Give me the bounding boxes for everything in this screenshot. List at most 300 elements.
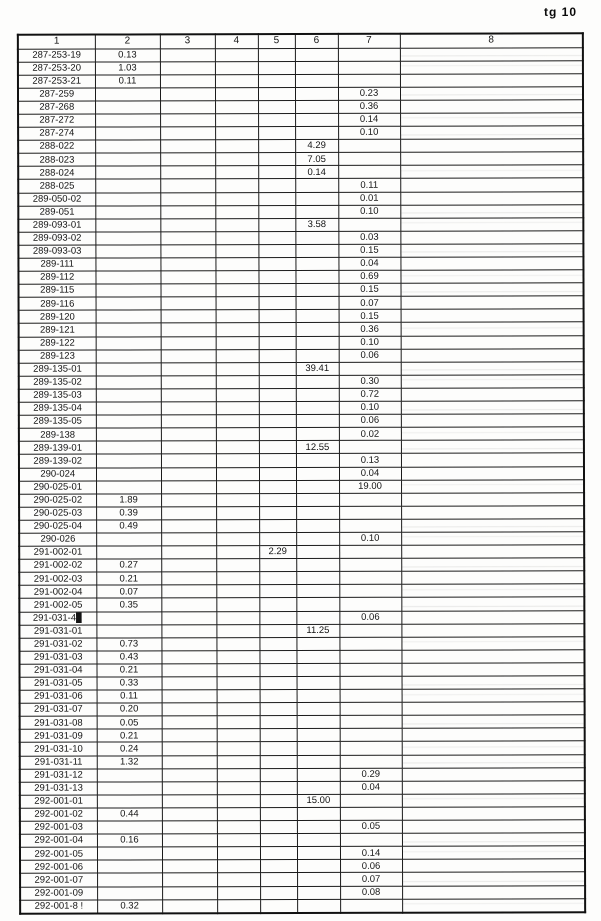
row-id-cell: 288-025 [18, 179, 95, 192]
value-cell [161, 651, 216, 664]
value-cell [339, 637, 401, 650]
value-cell [260, 847, 297, 860]
value-cell: 0.06 [339, 414, 401, 427]
value-cell [161, 362, 216, 375]
value-cell [259, 375, 296, 388]
value-cell [258, 100, 295, 113]
value-cell [402, 728, 585, 742]
row-id-cell: 289-139-02 [19, 454, 96, 467]
value-cell [297, 729, 340, 742]
value-cell: 0.21 [97, 729, 162, 742]
value-cell: 0.27 [96, 559, 161, 572]
value-cell [160, 101, 215, 114]
value-cell [296, 467, 339, 480]
value-cell [400, 100, 583, 114]
value-cell [296, 310, 339, 323]
value-cell [160, 271, 215, 284]
value-cell [401, 466, 584, 480]
value-cell [402, 781, 585, 795]
value-cell [259, 362, 296, 375]
value-cell [258, 192, 295, 205]
value-cell [162, 808, 217, 821]
value-cell [216, 323, 259, 336]
value-cell [162, 847, 217, 860]
value-cell [258, 231, 295, 244]
value-cell [217, 873, 260, 886]
value-cell [402, 754, 585, 768]
value-cell [401, 375, 584, 389]
value-cell [338, 152, 400, 165]
row-id-cell: 287-274 [18, 127, 95, 140]
value-cell: 0.23 [338, 87, 400, 100]
value-cell [296, 506, 339, 519]
row-id-cell: 292-001-06 [20, 860, 97, 873]
value-cell [217, 847, 260, 860]
value-cell [259, 585, 296, 598]
value-cell: 0.36 [339, 323, 401, 336]
value-cell [216, 349, 259, 362]
value-cell [260, 886, 297, 899]
value-cell [400, 126, 583, 140]
value-cell [260, 860, 297, 873]
value-cell [339, 519, 401, 532]
value-cell [401, 597, 584, 611]
value-cell [295, 126, 338, 139]
value-cell: 0.14 [295, 166, 338, 179]
value-cell [401, 519, 584, 533]
value-cell [340, 755, 402, 768]
value-cell [161, 389, 216, 402]
value-cell [96, 624, 161, 637]
value-cell [258, 140, 295, 153]
value-cell [402, 741, 585, 755]
value-cell [259, 532, 296, 545]
value-cell: 0.13 [95, 48, 160, 61]
row-id-cell: 289-050-02 [18, 193, 95, 206]
value-cell [402, 767, 585, 781]
value-cell [339, 441, 401, 454]
value-cell [161, 559, 216, 572]
value-cell [258, 271, 295, 284]
value-cell [161, 297, 216, 310]
value-cell: 0.05 [97, 716, 162, 729]
value-cell [161, 664, 216, 677]
value-cell [258, 127, 295, 140]
value-cell [296, 323, 339, 336]
row-id-cell: 289-135-02 [19, 376, 96, 389]
value-cell [401, 532, 584, 546]
value-cell [401, 335, 584, 349]
value-cell [96, 546, 161, 559]
value-cell: 19.00 [339, 480, 401, 493]
value-cell [95, 258, 160, 271]
value-cell [161, 349, 216, 362]
value-cell [216, 480, 259, 493]
value-cell [95, 219, 160, 232]
value-cell [162, 755, 217, 768]
value-cell [95, 205, 160, 218]
value-cell [95, 114, 160, 127]
value-cell [97, 821, 162, 834]
column-header: 5 [258, 34, 295, 48]
value-cell [162, 729, 217, 742]
value-cell [260, 781, 297, 794]
value-cell [217, 834, 260, 847]
row-id-cell: 292-001-09 [20, 887, 97, 900]
value-cell [402, 676, 585, 690]
column-header: 7 [338, 34, 400, 48]
value-cell [215, 100, 258, 113]
value-cell: 0.10 [338, 126, 400, 139]
value-cell: 2.29 [259, 546, 296, 559]
row-id-cell: 287-259 [18, 88, 95, 101]
value-cell [216, 572, 259, 585]
row-id-cell: 288-022 [18, 140, 95, 153]
value-cell [400, 60, 583, 74]
value-cell [161, 520, 216, 533]
value-cell [162, 834, 217, 847]
value-cell [339, 624, 401, 637]
value-cell: 12.55 [296, 441, 339, 454]
value-cell [339, 585, 401, 598]
value-cell [400, 231, 583, 245]
value-cell [160, 48, 215, 61]
value-cell [259, 323, 296, 336]
value-cell [339, 558, 401, 571]
value-cell [296, 663, 339, 676]
value-cell [340, 899, 402, 913]
value-cell [162, 873, 217, 886]
row-id-cell: 292-001-02 [20, 808, 97, 821]
value-cell [259, 480, 296, 493]
row-id-cell: 292-001-05 [20, 847, 97, 860]
value-cell: 0.10 [339, 401, 401, 414]
value-cell: 1.03 [95, 61, 160, 74]
value-cell: 0.43 [96, 651, 161, 664]
value-cell [216, 559, 259, 572]
value-cell [296, 480, 339, 493]
value-cell [162, 677, 217, 690]
value-cell [215, 127, 258, 140]
value-cell [401, 440, 584, 454]
value-cell [216, 441, 259, 454]
value-cell: 0.29 [340, 768, 402, 781]
value-cell [160, 61, 215, 74]
value-cell [258, 87, 295, 100]
value-cell [401, 623, 584, 637]
data-table-container [17, 32, 584, 914]
value-cell [295, 205, 338, 218]
value-cell [402, 715, 585, 729]
value-cell [402, 794, 585, 808]
value-cell [259, 310, 296, 323]
row-id-cell: 287-253-20 [18, 62, 95, 75]
value-cell [295, 192, 338, 205]
value-cell [401, 296, 584, 310]
value-cell [297, 689, 340, 702]
value-cell [401, 283, 584, 297]
value-cell [97, 795, 162, 808]
row-id-cell: 291-031-11 [20, 756, 97, 769]
value-cell [217, 886, 260, 899]
value-cell [400, 204, 583, 218]
value-cell [217, 781, 260, 794]
value-cell [96, 350, 161, 363]
value-cell: 0.11 [338, 179, 400, 192]
value-cell [216, 493, 259, 506]
value-cell [95, 245, 160, 258]
value-cell: 0.39 [96, 507, 161, 520]
value-cell [401, 610, 584, 624]
value-cell: 0.10 [338, 205, 400, 218]
value-cell [160, 166, 215, 179]
value-cell [402, 820, 585, 834]
value-cell [95, 271, 160, 284]
value-cell [296, 493, 339, 506]
value-cell [217, 899, 260, 913]
value-cell [401, 453, 584, 467]
value-cell: 0.03 [338, 231, 400, 244]
value-cell: 0.01 [338, 192, 400, 205]
value-cell [295, 100, 338, 113]
value-cell [217, 742, 260, 755]
value-cell [258, 244, 295, 257]
value-cell [296, 349, 339, 362]
value-cell [338, 139, 400, 152]
value-cell [296, 637, 339, 650]
value-cell [215, 166, 258, 179]
value-cell [296, 454, 339, 467]
value-cell [339, 545, 401, 558]
value-cell [217, 729, 260, 742]
value-cell: 0.15 [339, 310, 401, 323]
value-cell [216, 637, 259, 650]
value-cell [162, 821, 217, 834]
value-cell [297, 768, 340, 781]
value-cell [297, 873, 340, 886]
row-id-cell: 291-002-05 [19, 598, 96, 611]
row-id-cell: 287-253-19 [18, 49, 95, 62]
value-cell [296, 375, 339, 388]
value-cell [216, 546, 259, 559]
value-cell [96, 533, 161, 546]
value-cell [216, 362, 259, 375]
value-cell: 0.32 [97, 899, 162, 913]
value-cell: 0.11 [95, 75, 160, 88]
value-cell [216, 336, 259, 349]
value-cell [401, 492, 584, 506]
value-cell [215, 87, 258, 100]
value-cell [338, 74, 400, 87]
value-cell: 0.08 [340, 886, 402, 899]
value-cell [339, 362, 401, 375]
value-cell [296, 388, 339, 401]
column-header: 2 [95, 34, 160, 48]
value-cell [297, 755, 340, 768]
value-cell [96, 363, 161, 376]
value-cell: 0.16 [97, 834, 162, 847]
row-id-cell: 292-001-01 [20, 795, 97, 808]
value-cell [339, 506, 401, 519]
value-cell [401, 584, 584, 598]
value-cell [160, 114, 215, 127]
value-cell [160, 179, 215, 192]
value-cell: 0.21 [96, 664, 161, 677]
value-cell [216, 611, 259, 624]
value-cell [339, 493, 401, 506]
value-cell [215, 271, 258, 284]
value-cell [95, 232, 160, 245]
value-cell [296, 519, 339, 532]
value-cell [161, 323, 216, 336]
value-cell [217, 690, 260, 703]
value-cell [260, 742, 297, 755]
value-cell: 0.13 [339, 454, 401, 467]
value-cell [401, 650, 584, 664]
value-cell [258, 205, 295, 218]
value-cell [259, 284, 296, 297]
value-cell [216, 310, 259, 323]
value-cell [339, 571, 401, 584]
value-cell: 0.04 [338, 257, 400, 270]
value-cell [161, 376, 216, 389]
value-cell [161, 467, 216, 480]
row-id-cell: 291-031-03 [19, 651, 96, 664]
value-cell [401, 636, 584, 650]
value-cell [216, 402, 259, 415]
row-id-cell: 289-112 [18, 271, 95, 284]
value-cell: 0.04 [339, 467, 401, 480]
row-id-cell: 292-001-03 [20, 821, 97, 834]
row-id-cell: 290-025-03 [19, 507, 96, 520]
value-cell [340, 742, 402, 755]
value-cell [260, 677, 297, 690]
value-cell [217, 755, 260, 768]
value-cell [260, 873, 297, 886]
header-row [18, 33, 583, 48]
value-cell [217, 860, 260, 873]
value-cell: 39.41 [296, 362, 339, 375]
value-cell: 7.05 [295, 153, 338, 166]
value-cell [217, 794, 260, 807]
value-cell [340, 729, 402, 742]
value-cell [295, 61, 338, 74]
value-cell [259, 441, 296, 454]
value-cell [401, 362, 584, 376]
value-cell [160, 74, 215, 87]
value-cell [160, 218, 215, 231]
value-cell [259, 611, 296, 624]
row-id-cell: 287-268 [18, 101, 95, 114]
value-cell [160, 205, 215, 218]
value-cell [260, 768, 297, 781]
value-cell [96, 376, 161, 389]
value-cell [297, 716, 340, 729]
value-cell [258, 74, 295, 87]
value-cell [258, 61, 295, 74]
value-cell [297, 847, 340, 860]
row-id-cell: 289-116 [19, 297, 96, 310]
row-id-cell: 289-121 [19, 324, 96, 337]
row-id-cell: 291-031-09 [20, 729, 97, 742]
value-cell [400, 113, 583, 127]
value-cell [97, 769, 162, 782]
value-cell: 3.58 [295, 218, 338, 231]
row-id-cell: 292-001-07 [20, 873, 97, 886]
value-cell [161, 637, 216, 650]
row-id-cell: 289-115 [19, 284, 96, 297]
value-cell [160, 127, 215, 140]
value-cell [162, 768, 217, 781]
value-cell [259, 454, 296, 467]
value-cell: 0.69 [338, 270, 400, 283]
value-cell [401, 571, 584, 585]
value-cell [340, 794, 402, 807]
row-id-cell: 289-122 [19, 337, 96, 350]
value-cell [297, 676, 340, 689]
value-cell [401, 348, 584, 362]
value-cell [297, 820, 340, 833]
value-cell [259, 637, 296, 650]
value-cell [340, 676, 402, 689]
value-cell [97, 847, 162, 860]
value-cell [96, 310, 161, 323]
value-cell [295, 257, 338, 270]
row-id-cell: 289-093-03 [18, 245, 95, 258]
value-cell [160, 88, 215, 101]
row-id-cell: 289-138 [19, 428, 96, 441]
value-cell [215, 192, 258, 205]
value-cell [296, 415, 339, 428]
value-cell [297, 742, 340, 755]
row-id-cell: 291-031-07 [20, 703, 97, 716]
value-cell [340, 807, 402, 820]
value-cell: 0.02 [339, 427, 401, 440]
value-cell [96, 415, 161, 428]
value-cell: 0.14 [338, 113, 400, 126]
value-cell: 0.11 [97, 690, 162, 703]
value-cell: 0.15 [339, 283, 401, 296]
value-cell [216, 467, 259, 480]
value-cell [258, 218, 295, 231]
column-header: 8 [400, 33, 583, 47]
value-cell [161, 572, 216, 585]
value-cell [96, 323, 161, 336]
value-cell [260, 755, 297, 768]
column-header: 6 [295, 34, 338, 48]
value-cell [96, 467, 161, 480]
value-cell [162, 886, 217, 899]
value-cell [259, 598, 296, 611]
value-cell [217, 677, 260, 690]
value-cell [160, 232, 215, 245]
value-cell [260, 834, 297, 847]
row-id-cell: 291-002-02 [19, 559, 96, 572]
value-cell [216, 624, 259, 637]
value-cell: 0.10 [339, 336, 401, 349]
value-cell [96, 441, 161, 454]
column-header: 1 [18, 35, 95, 49]
value-cell [259, 415, 296, 428]
row-id-cell: 291-031-10 [20, 743, 97, 756]
value-cell [259, 493, 296, 506]
value-cell [296, 598, 339, 611]
value-cell: 0.07 [96, 585, 161, 598]
value-cell [401, 401, 584, 415]
value-cell [162, 795, 217, 808]
value-cell [215, 218, 258, 231]
value-cell [402, 898, 585, 912]
